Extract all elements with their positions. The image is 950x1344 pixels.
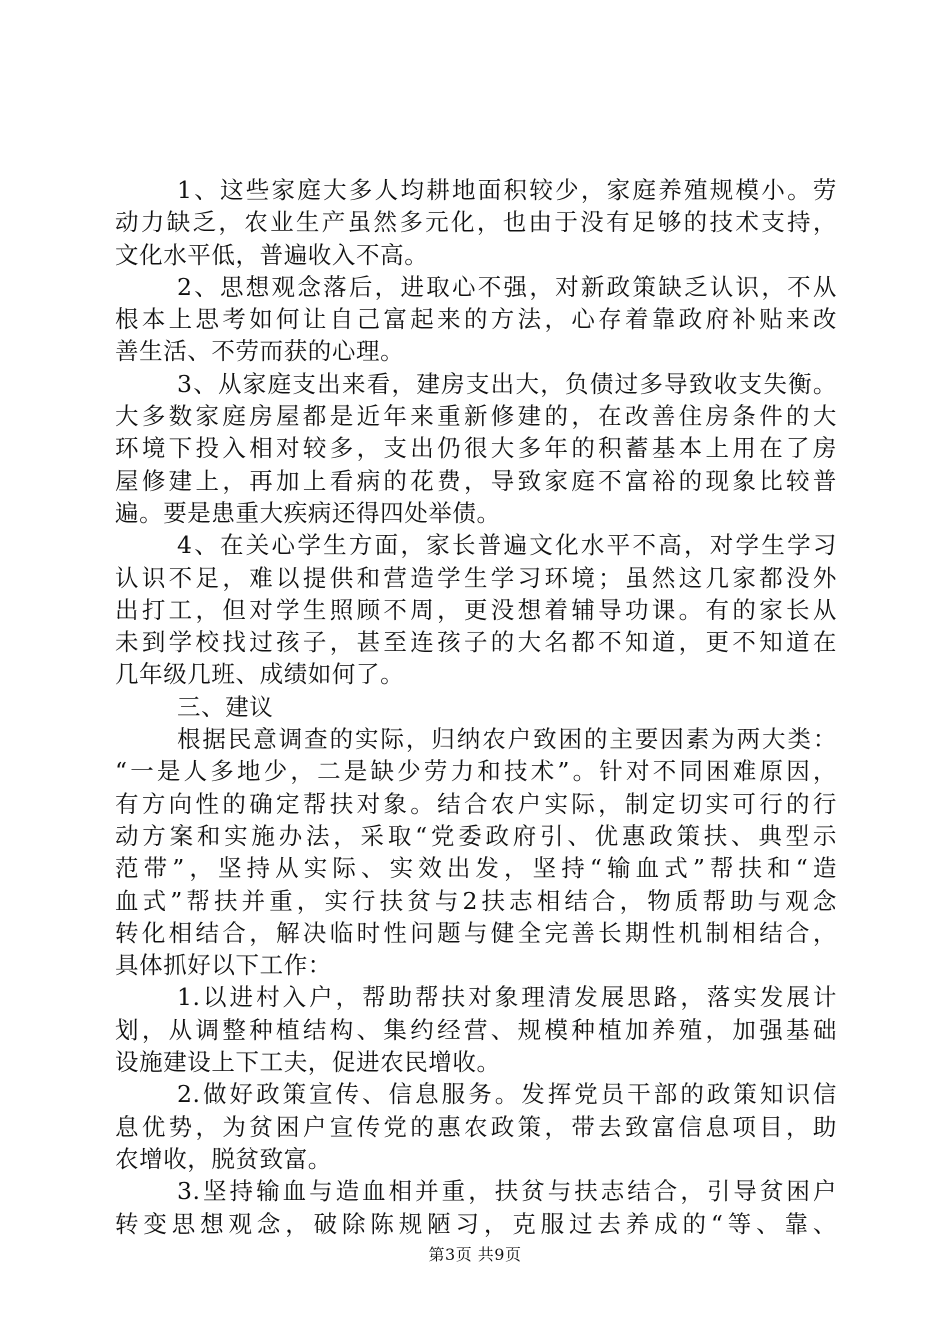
text-line: 1.以进村入户，帮助帮扶对象理清发展思路，落实发展计 [177,983,837,1012]
text-line: 大多数家庭房屋都是近年来重新修建的，在改善住房条件的大 [115,402,837,431]
text-line: 3、从家庭支出来看，建房支出大，负债过多导致收支失衡。 [177,369,837,398]
text-line: 转变思想观念，破除陈规陋习，克服过去养成的“等、靠、 [115,1209,837,1238]
text-line: 根本上思考如何让自己富起来的方法，心存着靠政府补贴来改 [115,305,837,334]
text-line: 未到学校找过孩子，甚至连孩子的大名都不知道，更不知道在 [115,628,837,657]
text-line: 转化相结合，解决临时性问题与健全完善长期性机制相结合， [115,918,837,947]
text-line: 4、在关心学生方面，家长普遍文化水平不高，对学生学习 [177,531,837,560]
text-line: 2.做好政策宣传、信息服务。发挥党员干部的政策知识信 [177,1080,837,1109]
text-line: 设施建设上下工夫，促进农民增收。 [115,1048,501,1077]
text-line: 动方案和实施办法，采取“党委政府引、优惠政策扶、典型示 [115,821,837,850]
text-line: 认识不足，难以提供和营造学生学习环境；虽然这几家都没外 [115,563,837,592]
text-line: 血式”帮扶并重，实行扶贫与2扶志相结合，物质帮助与观念 [115,886,837,915]
text-line: 环境下投入相对较多，支出仍很大多年的积蓄基本上用在了房 [115,434,837,463]
text-line: 遍。要是患重大疾病还得四处举债。 [115,498,501,527]
text-line: 划，从调整种植结构、集约经营、规模种植加养殖，加强基础 [115,1015,837,1044]
text-line: 息优势，为贫困户宣传党的惠农政策，带去致富信息项目，助 [115,1112,837,1141]
text-line: 范带”，坚持从实际、实效出发，坚持“输血式”帮扶和“造 [115,854,837,883]
text-line: “一是人多地少，二是缺少劳力和技术”。针对不同困难原因， [115,757,837,786]
text-line: 几年级几班、成绩如何了。 [115,660,405,689]
text-line: 根据民意调查的实际，归纳农户致困的主要因素为两大类： [177,725,837,754]
text-line: 文化水平低，普遍收入不高。 [115,240,429,269]
text-line: 具体抓好以下工作： [115,951,332,980]
text-line: 2、思想观念落后，进取心不强，对新政策缺乏认识，不从 [177,272,837,301]
text-line: 出打工，但对学生照顾不周，更没想着辅导功课。有的家长从 [115,595,837,624]
text-line: 1、这些家庭大多人均耕地面积较少，家庭养殖规模小。劳 [177,176,837,204]
text-line: 有方向性的确定帮扶对象。结合农户实际，制定切实可行的行 [115,789,837,818]
text-line: 3.坚持输血与造血相并重，扶贫与扶志结合，引导贫困户 [177,1177,837,1206]
document-body [115,174,837,1240]
text-line: 善生活、不劳而获的心理。 [115,337,405,366]
text-line: 三、建议 [177,692,274,721]
text-line: 农增收，脱贫致富。 [115,1144,332,1173]
page-footer: 第3页 共9页 [428,1245,522,1264]
text-line: 动力缺乏，农业生产虽然多元化，也由于没有足够的技术支持， [115,208,837,237]
text-line: 屋修建上，再加上看病的花费，导致家庭不富裕的现象比较普 [115,466,837,495]
